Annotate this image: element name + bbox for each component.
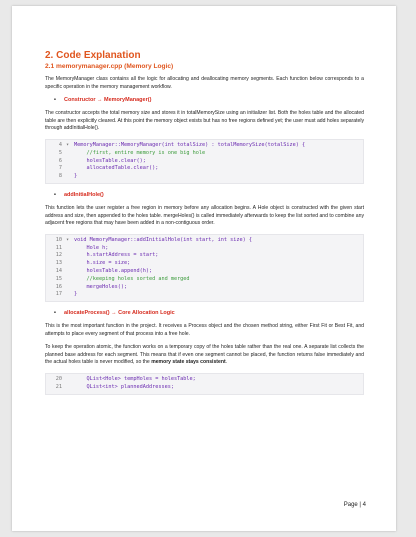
line-number: 15 (55, 275, 62, 282)
paragraph-text: To keep the operation atomic, the function works on a temporary copy of the holes table rather than the real one. A separate list collects the planned base address for each segment. This means that if even one segment cannot be placed, the function returns false immediately and the actual holes table is never modified, so the (45, 344, 364, 366)
code-text: Hole h; (74, 244, 109, 251)
fold-marker-icon (66, 284, 74, 292)
code-line (46, 158, 363, 166)
constructor-paragraph: The constructor accepts the total memory size and stores it in totalMemorySize using an initializer list. Both the holes table and the allocated table are then explicitly cleared. At this point the memory object exists but has no free regions defined yet; the user must add holes separately through addInitialHole(). (45, 110, 364, 132)
fold-marker-icon (66, 150, 74, 158)
line-number: 17 (55, 291, 62, 298)
bullet-dot-icon: • (54, 310, 56, 317)
emphasis-text: memory state stays consistent (151, 359, 226, 366)
code-text: holesTable.clear(); (74, 157, 146, 164)
page-content (45, 50, 364, 403)
line-number: 21 (55, 383, 62, 390)
code-text: holesTable.append(h); (74, 267, 153, 274)
line-number: 16 (55, 283, 62, 290)
code-line (46, 150, 363, 158)
line-number: 4 (58, 141, 62, 148)
line-number: 13 (55, 260, 62, 267)
bullet-dot-icon: • (54, 97, 56, 104)
allocate-process-paragraph: This is the most important function in the project. It receives a Process object and the chosen method string, either First Fit or Best Fit, and attempts to place every segment of that process into a free hole. (45, 323, 364, 337)
fold-marker-icon (66, 158, 74, 166)
subsection-heading: 2.1 memorymanager.cpp (Memory Logic) (45, 63, 174, 70)
code-line (46, 276, 363, 284)
fold-marker-icon (66, 252, 74, 260)
code-line (46, 142, 363, 150)
section-heading: 2. Code Explanation (45, 50, 141, 61)
fold-marker-icon (66, 260, 74, 268)
bullet-allocate-process (54, 310, 364, 316)
bullet-label: allocateProcess() → Core Allocation Logic (64, 310, 175, 317)
fold-marker-icon (66, 245, 74, 253)
atomic-operation-paragraph (45, 344, 364, 367)
fold-marker-icon: ▾ (66, 141, 70, 148)
bullet-label: addInitialHole() (64, 191, 104, 198)
code-line (46, 252, 363, 260)
fold-marker-icon (66, 276, 74, 284)
code-block-constructor (45, 139, 364, 184)
fold-marker-icon (66, 165, 74, 173)
fold-marker-icon (66, 173, 74, 181)
code-line (46, 260, 363, 268)
page-number: Page | 4 (343, 502, 366, 508)
code-text: } (74, 173, 78, 180)
code-line (46, 376, 363, 384)
bullet-dot-icon: • (54, 191, 56, 198)
line-number: 20 (55, 376, 62, 383)
line-number: 11 (55, 244, 62, 251)
fold-marker-icon (66, 268, 74, 276)
intro-paragraph: The MemoryManager class contains all the logic for allocating and deallocating memory segments. Each function below corresponds to a specific operation in the memory management workflow. (45, 76, 364, 90)
code-text: QList<Hole> tempHoles = holesTable; (74, 376, 196, 383)
line-number: 14 (55, 267, 62, 274)
bullet-add-initial-hole (54, 192, 364, 198)
code-text: } (74, 291, 78, 298)
line-number: 6 (58, 157, 62, 164)
code-line (46, 165, 363, 173)
code-text: void MemoryManager::addInitialHole(int start, int size) { (74, 236, 253, 243)
code-text: //keeping holes sorted and merged (74, 275, 190, 282)
code-text: //first, entire memory is one big hole (74, 149, 206, 156)
code-text: QList<int> plannedAddresses; (74, 383, 174, 390)
bullet-label: Constructor → MemoryManager() (64, 97, 152, 104)
code-text: MemoryManager::MemoryManager(int totalSize) : totalMemorySize(totalSize) { (74, 141, 306, 148)
fold-marker-icon (66, 384, 74, 392)
fold-marker-icon (66, 291, 74, 299)
code-line (46, 384, 363, 392)
code-text: h.size = size; (74, 260, 131, 267)
code-line (46, 268, 363, 276)
fold-marker-icon (66, 376, 74, 384)
code-block-add-initial-hole (45, 234, 364, 302)
add-initial-hole-paragraph: This function lets the user register a free region in memory before any allocation begins. A Hole object is constructed with the given start address and size, then appended to the holes table. mergeHoles() is called immediately afterwards to keep the list sorted and to combine any adjacent free regions that may have been added in a non-contiguous order. (45, 204, 364, 227)
code-line (46, 284, 363, 292)
code-line (46, 237, 363, 245)
code-text: allocatedTable.clear(); (74, 165, 159, 172)
code-text: h.startAddress = start; (74, 252, 159, 259)
paragraph-text-end: . (225, 359, 228, 366)
line-number: 8 (58, 173, 62, 180)
code-line (46, 173, 363, 181)
line-number: 5 (58, 149, 62, 156)
code-block-allocate-process (45, 373, 364, 395)
line-number: 7 (58, 165, 62, 172)
line-number: 10 (55, 236, 62, 243)
code-text: mergeHoles(); (74, 283, 128, 290)
fold-marker-icon: ▾ (66, 236, 70, 243)
line-number: 12 (55, 252, 62, 259)
bullet-constructor (54, 97, 364, 103)
code-line (46, 245, 363, 253)
code-line (46, 291, 363, 299)
document-page (12, 6, 396, 531)
